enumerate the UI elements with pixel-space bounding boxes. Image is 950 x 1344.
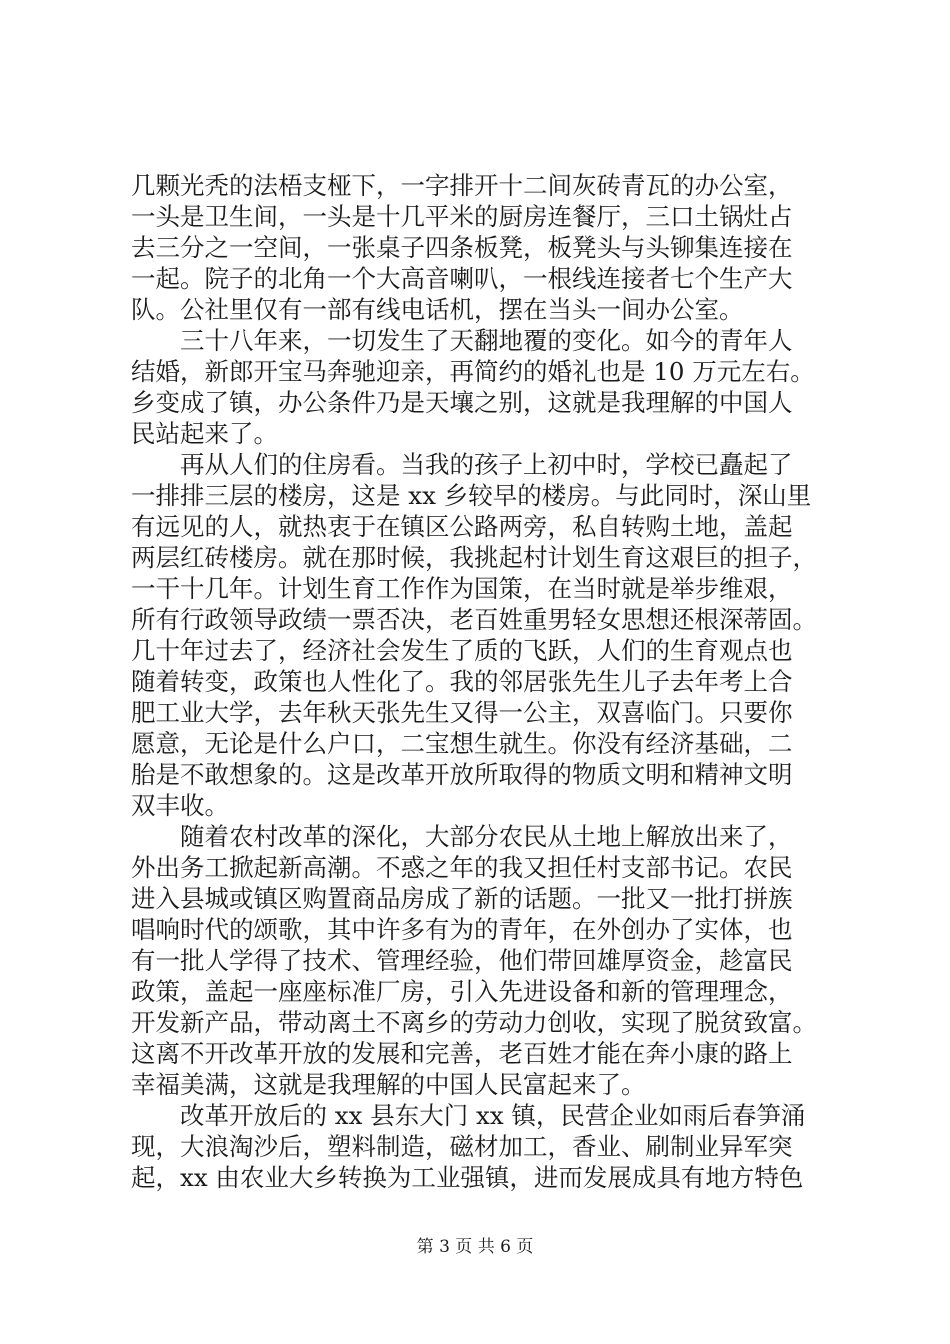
text-line: 一排排三层的楼房，这是 xx 乡较早的楼房。与此同时，深山里 (131, 481, 812, 510)
text-line: 随着转变，政策也人性化了。我的邻居张先生儿子去年考上合 (131, 667, 793, 696)
text-line: 开发新产品，带动离土不离乡的劳动力创收，实现了脱贫致富。 (131, 1008, 817, 1037)
text-line: 双丰收。 (131, 791, 229, 820)
text-line: 所有行政领导政绩一票否决，老百姓重男轻女思想还根深蒂固。 (131, 605, 817, 634)
text-line: 现，大浪淘沙后，塑料制造，磁材加工，香业、刷制业异军突 (131, 1132, 793, 1161)
text-line: 三十八年来，一切发生了天翻地覆的变化。如今的青年人 (131, 326, 793, 355)
text-line: 几颗光秃的法梧支桠下，一字排开十二间灰砖青瓦的办公室， (131, 171, 793, 200)
text-line: 结婚，新郎开宝马奔驰迎亲，再简约的婚礼也是 10 万元左右。 (131, 357, 815, 386)
text-line: 唱响时代的颂歌，其中许多有为的青年，在外创办了实体，也 (131, 915, 793, 944)
text-line: 民站起来了。 (131, 419, 278, 448)
text-line: 有远见的人，就热衷于在镇区公路两旁，私自转购土地，盖起 (131, 512, 793, 541)
text-line: 外出务工掀起新高潮。不惑之年的我又担任村支部书记。农民 (131, 853, 793, 882)
text-line: 一起。院子的北角一个大高音喇叭，一根线连接者七个生产大 (131, 264, 793, 293)
text-line: 再从人们的住房看。当我的孩子上初中时，学校已矗起了 (131, 450, 793, 479)
text-line: 去三分之一空间，一张桌子四条板凳，板凳头与头铆集连接在 (131, 233, 793, 262)
text-line: 起，xx 由农业大乡转换为工业强镇，进而发展成具有地方特色 (131, 1163, 804, 1192)
text-line: 胎是不敢想象的。这是改革开放所取得的物质文明和精神文明 (131, 760, 793, 789)
text-line: 随着农村改革的深化，大部分农民从土地上解放出来了， (131, 822, 793, 851)
text-line: 两层红砖楼房。就在那时候，我挑起村计划生育这艰巨的担子， (131, 543, 817, 572)
text-line: 肥工业大学，去年秋天张先生又得一公主，双喜临门。只要你 (131, 698, 793, 727)
text-line: 乡变成了镇，办公条件乃是天壤之别，这就是我理解的中国人 (131, 388, 793, 417)
text-line: 愿意，无论是什么户口，二宝想生就生。你没有经济基础，二 (131, 729, 793, 758)
text-line: 政策，盖起一座座标准厂房，引入先进设备和新的管理理念， (131, 977, 793, 1006)
text-line: 改革开放后的 xx 县东大门 xx 镇，民营企业如雨后春笋涌 (131, 1101, 806, 1130)
page-footer: 第 3 页 共 6 页 (416, 1237, 534, 1257)
text-line: 这离不开改革开放的发展和完善，老百姓才能在奔小康的路上 (131, 1039, 793, 1068)
text-line: 幸福美满，这就是我理解的中国人民富起来了。 (131, 1070, 646, 1099)
text-line: 一干十几年。计划生育工作作为国策，在当时就是举步维艰， (131, 574, 793, 603)
text-line: 队。公社里仅有一部有线电话机，摆在当头一间办公室。 (131, 295, 744, 324)
text-line: 几十年过去了，经济社会发生了质的飞跃，人们的生育观点也 (131, 636, 793, 665)
body-text (131, 170, 831, 1193)
text-line: 有一批人学得了技术、管理经验，他们带回雄厚资金，趁富民 (131, 946, 793, 975)
text-line: 进入县城或镇区购置商品房成了新的话题。一批又一批打拼族 (131, 884, 793, 913)
text-line: 一头是卫生间，一头是十几平米的厨房连餐厅，三口土锅灶占 (131, 202, 793, 231)
